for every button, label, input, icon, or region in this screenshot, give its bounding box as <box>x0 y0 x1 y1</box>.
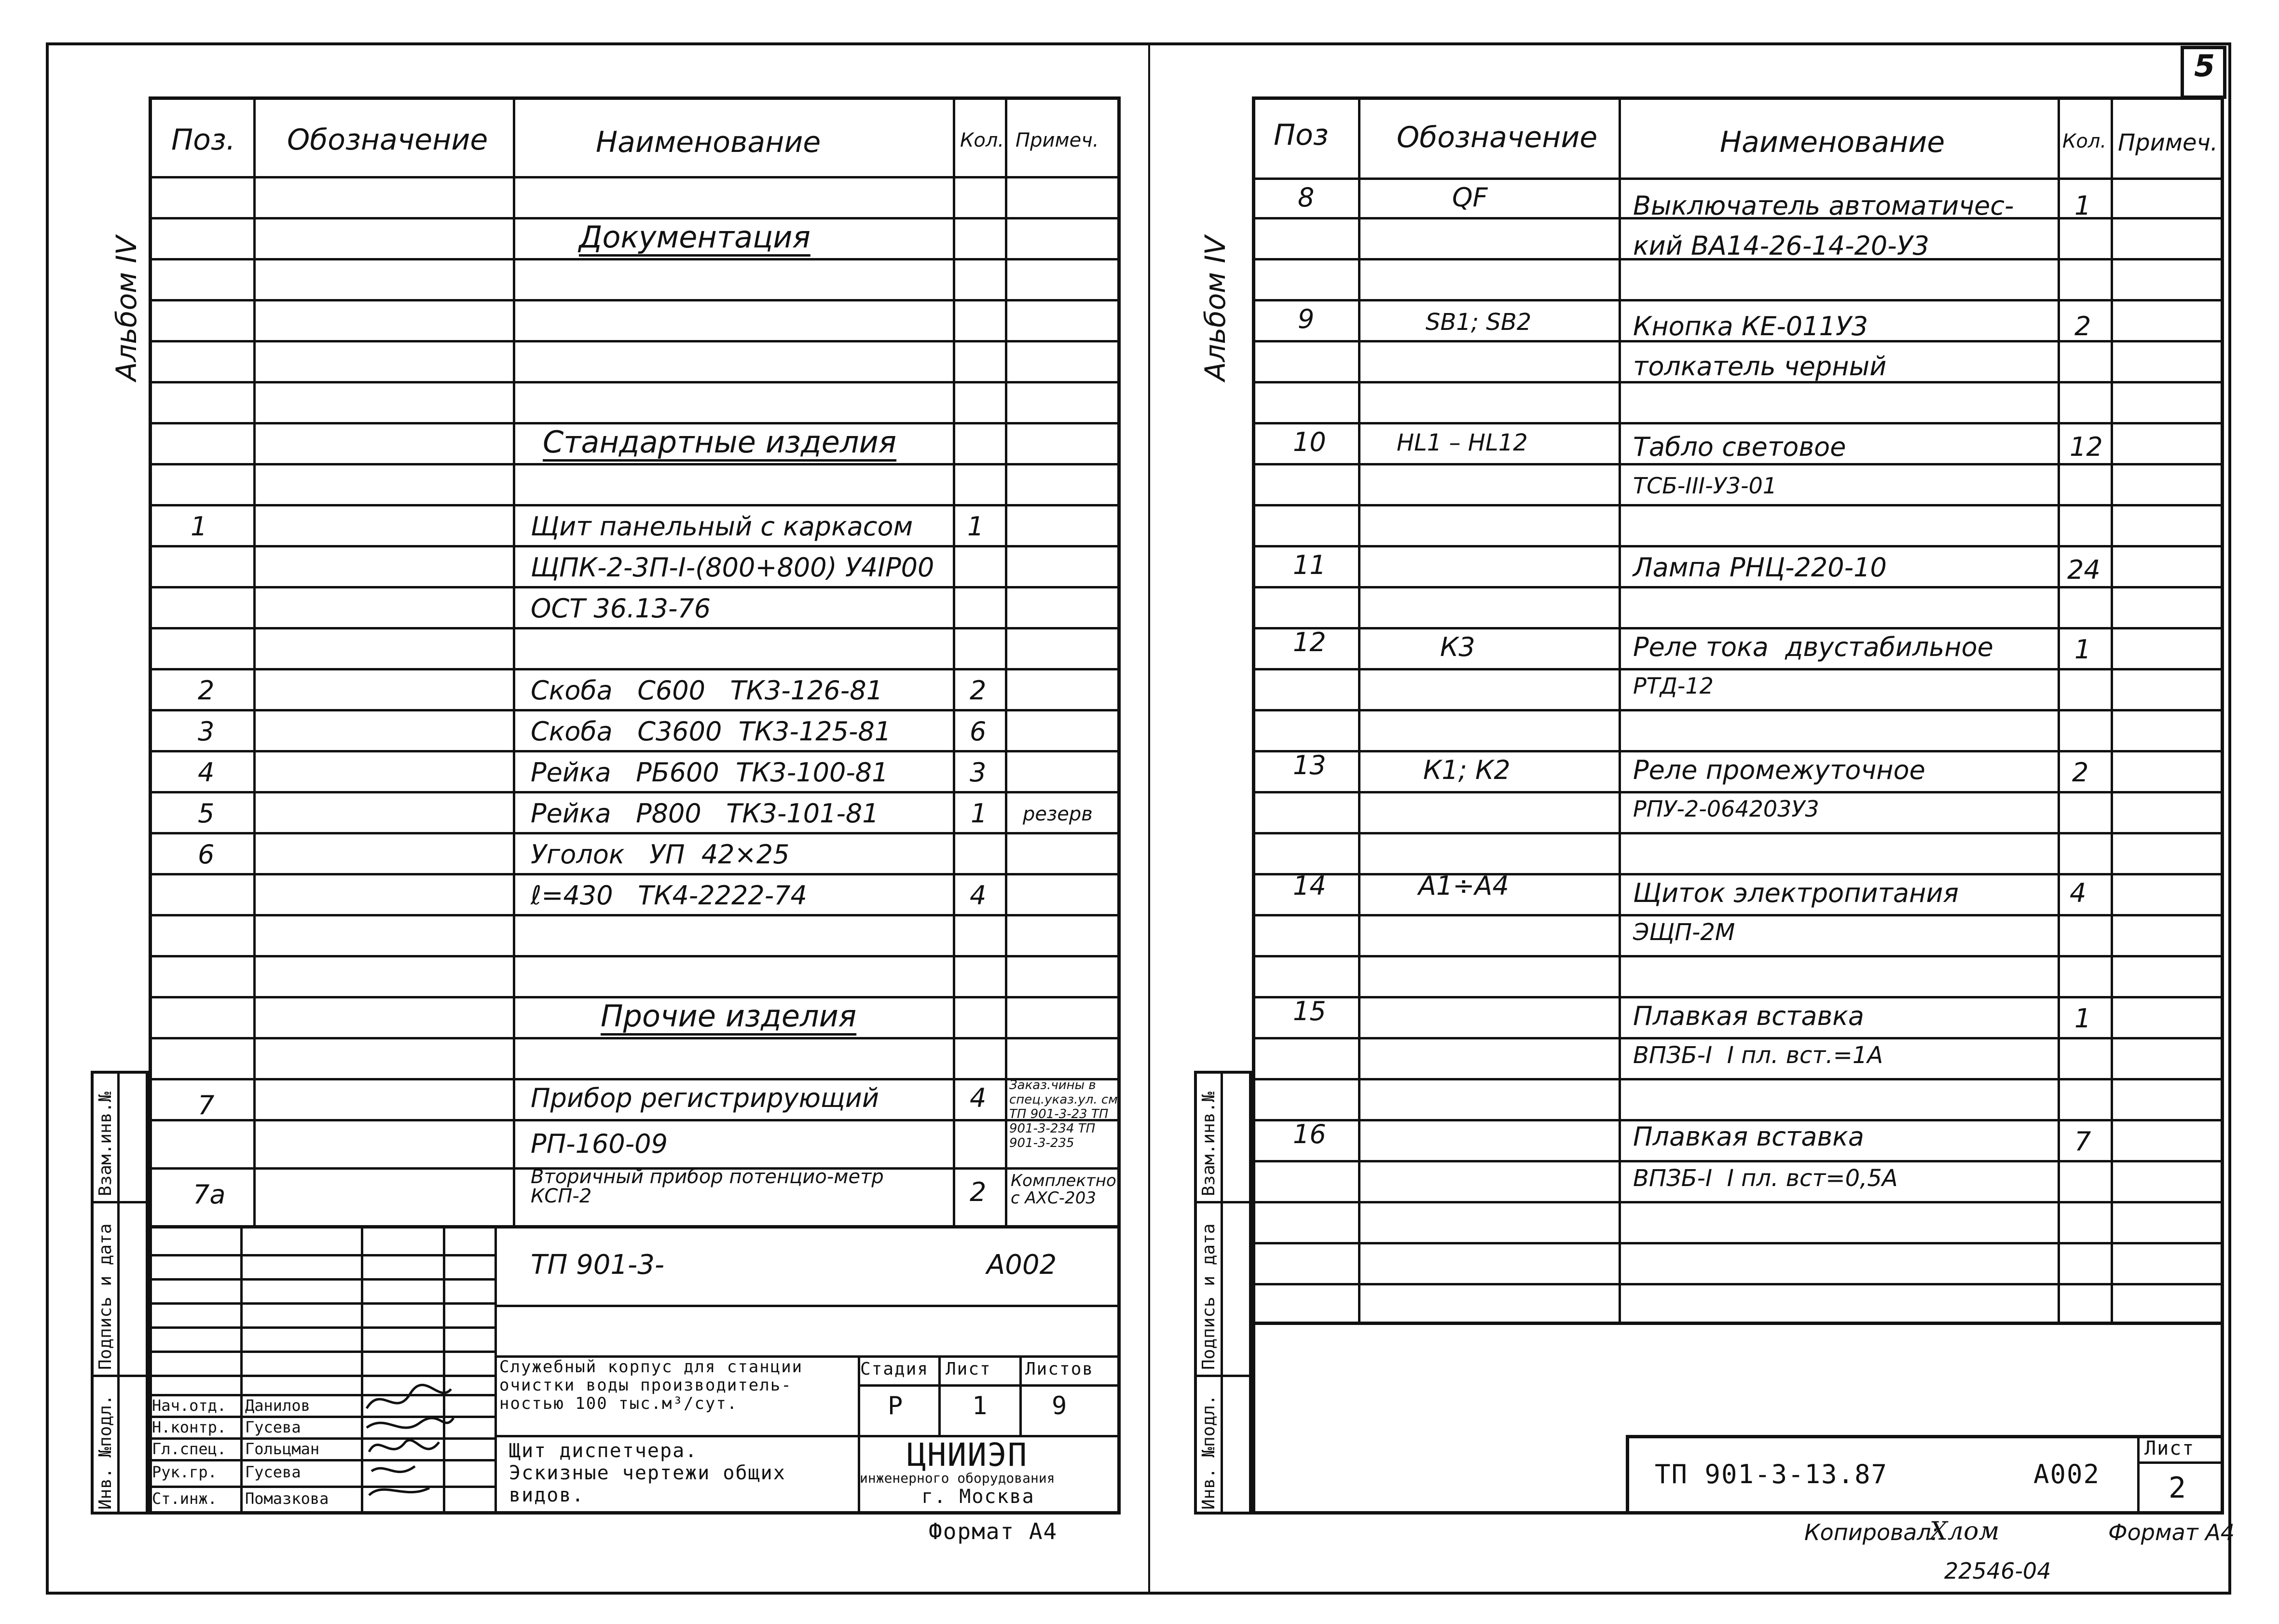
right-row-name: Кнопка КЕ-011У3 <box>1633 311 1868 341</box>
left-row-pos: 4 <box>198 757 215 788</box>
right-row-pos: 11 <box>1293 550 1326 580</box>
tb-org-city: г. Москва <box>921 1486 1035 1508</box>
right-row-qty: 2 <box>2072 757 2089 788</box>
left-row-line <box>149 791 1121 793</box>
right-row-pos: 15 <box>1293 996 1326 1026</box>
tb-org-sub: инженерного оборудования <box>860 1470 1055 1486</box>
right-header-designation: Обозначение <box>1397 121 1598 154</box>
right-row-qty: 24 <box>2067 555 2101 585</box>
tb-stage: Р <box>888 1392 904 1420</box>
section-standard-items: Стандартные изделия <box>543 424 897 460</box>
left-col-line <box>953 96 955 1228</box>
footer-order-no: 22546-04 <box>1944 1558 2051 1584</box>
left-row-line <box>149 668 1121 670</box>
left-row-qty: 2 <box>970 1177 987 1207</box>
rtb-doc-suffix: А002 <box>2033 1459 2101 1489</box>
tb-sheet-label: Лист <box>946 1359 991 1379</box>
section-documentation: Документация <box>579 219 810 255</box>
tb-staff-name: Гусева <box>245 1418 301 1436</box>
left-row-line <box>149 1225 1121 1228</box>
tb-sheets-label: Листов <box>1025 1359 1094 1379</box>
tb-line <box>494 1228 497 1515</box>
right-row-pos: 16 <box>1293 1119 1326 1149</box>
tb-staff-role: Ст.инж. <box>152 1489 217 1508</box>
left-row-line <box>149 504 1121 506</box>
tb-line <box>240 1228 243 1515</box>
stamp-line <box>1221 1071 1223 1515</box>
right-row-line <box>1252 791 2224 793</box>
right-row-name: Щиток электропитания <box>1633 878 1959 908</box>
left-header-designation: Обозначение <box>287 123 488 157</box>
tb-org-name: ЦНИИЭП <box>907 1436 1028 1474</box>
left-header-name: Наименование <box>596 125 821 159</box>
album-label-right: Альбом IV <box>1199 235 1232 381</box>
right-row-name: Реле промежуточное <box>1633 755 1925 785</box>
tb-line <box>494 1305 1121 1307</box>
left-row-line <box>149 586 1121 588</box>
right-row-line <box>1252 873 2224 875</box>
left-row-name: Скоба С600 ТК3-126-81 <box>531 675 883 706</box>
right-row-line <box>1252 709 2224 711</box>
stamp-vzam: Взам.инв.№ <box>1199 1092 1219 1196</box>
stamp-vzam: Взам.инв.№ <box>96 1092 115 1196</box>
left-row-line <box>149 627 1121 629</box>
tb-line <box>858 1355 860 1515</box>
left-row-qty: 1 <box>971 798 988 829</box>
right-row-line <box>1252 177 2224 180</box>
right-row-name: ТСБ-III-У3-01 <box>1633 473 1777 499</box>
left-row-line <box>149 340 1121 342</box>
right-row-line <box>1252 1322 2224 1325</box>
tb-line <box>1019 1355 1022 1435</box>
tb-line <box>149 1375 496 1377</box>
left-row-line <box>149 832 1121 834</box>
tb-line <box>149 1302 496 1305</box>
tb-staff-name: Данилов <box>245 1396 310 1415</box>
left-header-pos: Поз. <box>171 123 235 157</box>
right-row-line <box>1252 1201 2224 1203</box>
tb-line <box>938 1355 941 1435</box>
left-row-pos: 7 <box>198 1090 215 1120</box>
right-row-line <box>1252 422 2224 424</box>
right-header-pos: Поз <box>1274 118 1329 152</box>
left-row-name: Прибор регистрирующий <box>531 1083 879 1113</box>
right-row-pos: 12 <box>1293 627 1326 657</box>
right-header-qty: Кол. <box>2062 130 2107 152</box>
stamp-line <box>91 1201 149 1203</box>
tb-staff-role: Гл.спец. <box>152 1440 227 1458</box>
tb-line <box>858 1384 1121 1387</box>
right-row-line <box>1252 504 2224 506</box>
tb-stage-label: Стадия <box>860 1359 929 1379</box>
right-row-line <box>1252 668 2224 670</box>
right-row-pos: 10 <box>1293 427 1326 457</box>
right-row-name: толкатель черный <box>1633 351 1887 382</box>
tb-staff-role: Н.контр. <box>152 1418 227 1436</box>
left-row-note: Комплектно с АХС-203 <box>1011 1171 1116 1208</box>
left-header-note: Примеч. <box>1016 129 1099 151</box>
right-row-designation: А1÷А4 <box>1418 871 1509 901</box>
left-row-pos: 7а <box>193 1179 226 1210</box>
section-other-items: Прочие изделия <box>601 998 857 1034</box>
stamp-inv-podl: Инв. №подл. <box>1199 1394 1219 1510</box>
tb-description: Служебный корпус для станции очистки воды производитель-ностью 100 тыс.м³/сут. <box>499 1357 803 1413</box>
left-row-pos: 2 <box>198 675 215 706</box>
left-format: Формат А4 <box>929 1518 1058 1544</box>
left-row-name: Вторичный прибор потенцио-метр КСП-2 <box>531 1166 884 1207</box>
stamp-line <box>91 1375 149 1377</box>
left-row-qty: 6 <box>970 716 987 747</box>
right-row-name: Выключатель автоматичес- <box>1633 191 2014 221</box>
left-row-name: ЩПК-2-3П-I-(800+800) У4IР00 <box>531 552 934 583</box>
left-row-line <box>149 545 1121 547</box>
right-row-line <box>1252 463 2224 465</box>
right-row-designation: HL1 – HL12 <box>1397 429 1528 456</box>
tb-drawing-title: Щит диспетчера. Эскизные чертежи общих видов. <box>509 1440 786 1506</box>
right-row-line <box>1252 1283 2224 1285</box>
left-row-name: Рейка РБ600 ТК3-100-81 <box>531 757 889 788</box>
tb-staff-name: Гусева <box>245 1463 301 1481</box>
left-row-line <box>149 1119 1121 1121</box>
left-row-qty: 4 <box>970 880 987 911</box>
left-row-name: Щит панельный с каркасом <box>531 511 913 542</box>
left-row-line <box>149 750 1121 752</box>
right-row-name: Плавкая вставка <box>1633 1001 1864 1031</box>
left-row-note: резерв <box>1023 803 1093 825</box>
right-row-designation: К1; К2 <box>1423 755 1510 785</box>
tb-doc-code: ТП 901-3- <box>531 1249 665 1281</box>
right-row-line <box>1252 1160 2224 1162</box>
right-row-line <box>1252 832 2224 834</box>
left-col-line <box>513 96 515 1228</box>
right-row-qty: 7 <box>2074 1126 2091 1157</box>
right-row-pos: 9 <box>1298 304 1315 334</box>
right-row-name: ВПЗБ-I I пл. вст.=1А <box>1633 1042 1883 1069</box>
right-row-name: Табло световое <box>1633 432 1846 462</box>
right-row-line <box>1252 996 2224 998</box>
right-row-qty: 12 <box>2070 432 2103 462</box>
tb-staff-name: Гольцман <box>245 1440 320 1458</box>
left-row-line <box>149 381 1121 383</box>
left-row-line <box>149 873 1121 875</box>
left-header-qty: Кол. <box>960 129 1004 151</box>
stamp-signature: Подпись и дата <box>96 1223 115 1370</box>
left-row-qty: 3 <box>970 757 987 788</box>
left-row-line <box>149 176 1121 178</box>
page-fold-line <box>1148 42 1150 1595</box>
left-row-name: ℓ=430 ТК4-2222-74 <box>531 880 807 911</box>
right-row-name: Реле тока двустабильное <box>1633 632 1993 662</box>
left-row-pos: 5 <box>198 798 215 829</box>
tb-staff-role: Рук.гр. <box>152 1463 217 1481</box>
rtb-line <box>2137 1435 2140 1515</box>
tb-sheet: 1 <box>972 1392 988 1420</box>
right-row-name: Лампа РНЦ-220-10 <box>1633 552 1887 583</box>
right-row-designation: SB1; SB2 <box>1426 309 1532 336</box>
tb-line <box>149 1351 496 1353</box>
right-row-name: РТД-12 <box>1633 673 1714 699</box>
left-row-line <box>149 463 1121 465</box>
signatures-graphic <box>362 1379 458 1510</box>
right-header-name: Наименование <box>1720 125 1945 159</box>
footer-copied: Копировал: <box>1804 1519 1939 1545</box>
left-col-line <box>253 96 256 1228</box>
right-row-name: кий ВА14-26-14-20-У3 <box>1633 231 1930 261</box>
left-row-line <box>149 709 1121 711</box>
right-row-name: Плавкая вставка <box>1633 1121 1864 1152</box>
right-row-name: ЭЩП-2М <box>1633 919 1735 946</box>
stamp-signature: Подпись и дата <box>1199 1223 1219 1370</box>
tb-staff-role: Нач.отд. <box>152 1396 227 1415</box>
right-row-line <box>1252 1242 2224 1244</box>
right-row-designation: QF <box>1452 182 1488 213</box>
tb-line <box>149 1278 496 1281</box>
right-row-name: ВПЗБ-I I пл. вст=0,5А <box>1633 1165 1898 1192</box>
left-row-name: РП-160-09 <box>531 1129 668 1159</box>
right-header-note: Примеч. <box>2118 129 2218 156</box>
stamp-line <box>1194 1375 1252 1377</box>
stamp-line <box>1194 1201 1252 1203</box>
right-row-pos: 8 <box>1298 182 1315 213</box>
album-label-left: Альбом IV <box>110 235 143 381</box>
right-row-line <box>1252 955 2224 957</box>
right-row-qty: 1 <box>2074 191 2091 221</box>
left-row-line <box>149 1037 1121 1039</box>
right-row-qty: 2 <box>2074 311 2091 341</box>
footer-copied-sign: Хлом <box>1930 1517 2000 1546</box>
left-row-line <box>149 299 1121 301</box>
left-row-line <box>149 914 1121 916</box>
footer-format: Формат А4 <box>2108 1519 2235 1545</box>
left-row-pos: 6 <box>198 839 215 870</box>
tb-doc-suffix: А002 <box>987 1249 1057 1281</box>
tb-line <box>149 1254 496 1256</box>
left-row-name: ОСТ 36.13-76 <box>531 593 711 624</box>
right-row-line <box>1252 545 2224 547</box>
rtb-doc-code: ТП 901-3-13.87 <box>1655 1459 1888 1489</box>
stamp-line <box>117 1071 120 1515</box>
left-row-note: Заказ.чины в спец.указ.ул. см ТП 901-3-23 ТП 901-3-234 ТП 901-3-235 <box>1009 1078 1118 1150</box>
right-row-qty: 1 <box>2074 634 2091 665</box>
left-row-line <box>149 258 1121 260</box>
right-row-line <box>1252 1037 2224 1039</box>
right-row-qty: 1 <box>2074 1003 2091 1034</box>
left-row-qty: 2 <box>970 675 987 706</box>
tb-line <box>149 1326 496 1329</box>
tb-staff-name: Помазкова <box>245 1489 329 1508</box>
left-row-qty: 4 <box>970 1083 987 1113</box>
right-row-line <box>1252 750 2224 752</box>
sheet-number: 5 <box>2194 48 2215 83</box>
right-row-designation: К3 <box>1440 632 1475 662</box>
rtb-sheet: 2 <box>2169 1471 2187 1505</box>
rtb-line <box>2137 1461 2224 1464</box>
left-col-line <box>1005 96 1007 1228</box>
left-row-name: Скоба С3600 ТК3-125-81 <box>531 716 892 747</box>
left-row-line <box>149 955 1121 957</box>
rtb-sheet-label: Лист <box>2144 1437 2195 1460</box>
right-row-line <box>1252 1078 2224 1080</box>
right-row-line <box>1252 627 2224 629</box>
stamp-inv-podl: Инв. №подл. <box>96 1394 115 1510</box>
right-row-line <box>1252 914 2224 916</box>
left-row-name: Рейка Р800 ТК3-101-81 <box>531 798 879 829</box>
tb-sheets: 9 <box>1052 1392 1068 1420</box>
right-row-line <box>1252 586 2224 588</box>
right-row-pos: 14 <box>1293 871 1326 901</box>
left-row-qty: 1 <box>967 511 984 542</box>
right-row-pos: 13 <box>1293 750 1326 780</box>
right-row-line <box>1252 299 2224 301</box>
left-row-name: Уголок УП 42×25 <box>531 839 790 870</box>
right-row-name: РПУ-2-064203У3 <box>1633 796 1819 822</box>
left-row-line <box>149 1078 1121 1080</box>
right-row-qty: 4 <box>2070 878 2087 908</box>
left-row-pos: 3 <box>198 716 215 747</box>
left-row-pos: 1 <box>191 511 207 542</box>
